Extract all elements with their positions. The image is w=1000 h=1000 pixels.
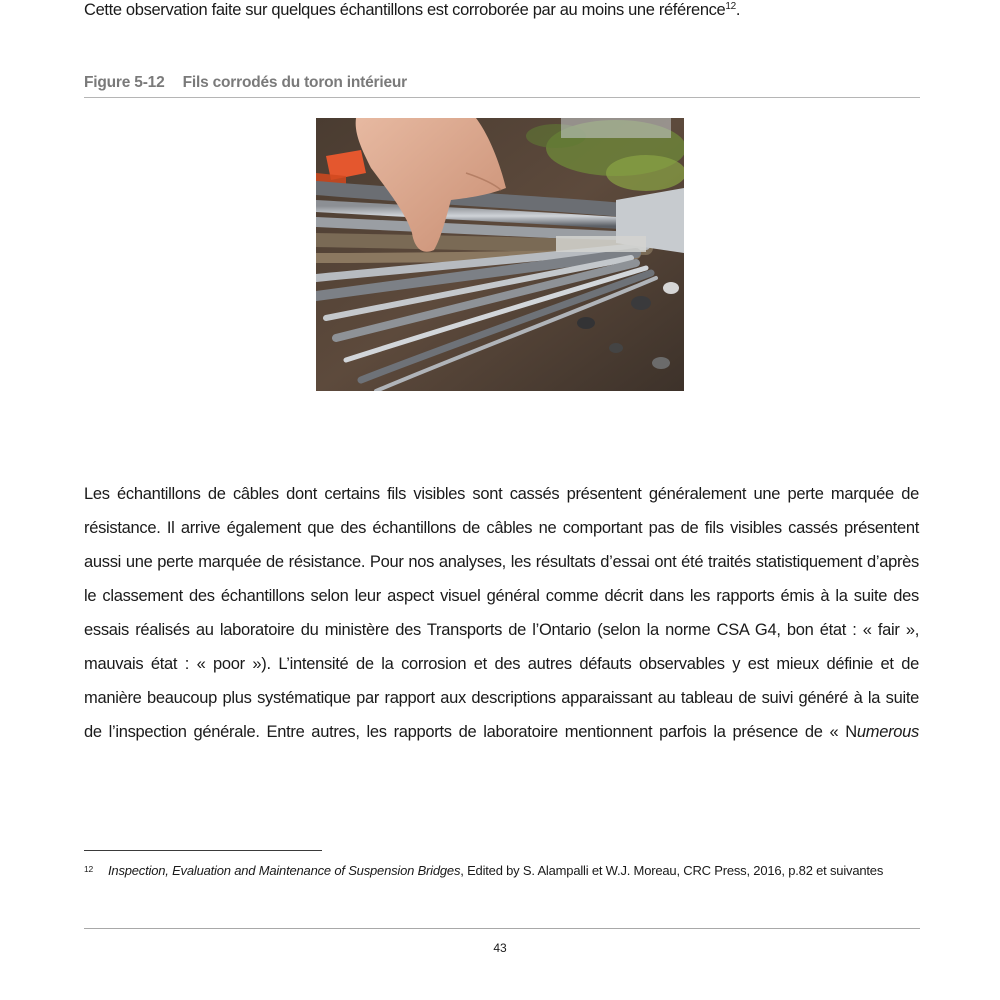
- intro-end-punct: .: [735, 1, 741, 19]
- footnote: [84, 862, 919, 880]
- paragraph-line: essais réalisés au laboratoire du ministère des Transports de l’Ontario (selon la norme CSA G4, bon état : « fair »,: [84, 621, 919, 639]
- footnote-separator: [84, 850, 322, 851]
- paragraph-line: Les échantillons de câbles dont certains fils visibles sont cassés présentent généralement une perte marquée de: [84, 485, 919, 503]
- paragraph-last-line: [84, 715, 919, 749]
- intro-sentence: [84, 0, 740, 22]
- last-line-italic: umerous: [856, 723, 919, 741]
- paragraph-line: manière beaucoup plus systématique par rapport aux descriptions apparaissant au tableau de suivi généré à la suite: [84, 689, 919, 707]
- paragraph-line: le classement des échantillons selon leur aspect visuel général comme décrit dans les rapports émis à la suite des: [84, 587, 919, 605]
- last-line-text: de l’inspection générale. Entre autres, les rapports de laboratoire mentionnent parfois la présence de « N: [84, 723, 857, 741]
- footnote-reference[interactable]: 12: [725, 1, 736, 12]
- page-footer-rule: [84, 928, 920, 929]
- figure-photo: [316, 118, 684, 391]
- paragraph-line: résistance. Il arrive également que des échantillons de câbles ne comportant pas de fils visibles cassés présentent: [84, 519, 919, 537]
- intro-text: Cette observation faite sur quelques échantillons est corroborée par au moins une référence: [84, 1, 726, 19]
- paragraph-line: aussi une perte marquée de résistance. Pour nos analyses, les résultats d’essai ont été traités statistiquement d’après: [84, 553, 919, 571]
- figure-number: Figure 5-12: [84, 74, 165, 91]
- page-number: 43: [493, 941, 507, 955]
- figure-caption: [84, 72, 920, 98]
- figure-title: Fils corrodés du toron intérieur: [182, 74, 408, 91]
- body-paragraph: [84, 477, 919, 749]
- footnote-marker: 12: [84, 864, 94, 874]
- corroded-cable-photo-icon: [316, 118, 684, 391]
- paragraph-line: mauvais état : « poor »). L’intensité de la corrosion et des autres défauts observables y est mieux définie et de: [84, 655, 919, 673]
- footnote-book-title: Inspection, Evaluation and Maintenance of Suspension Bridges: [108, 863, 461, 878]
- footnote-text: [108, 862, 919, 880]
- footnote-citation: , Edited by S. Alampalli et W.J. Moreau, CRC Press, 2016, p.82 et suivantes: [460, 863, 884, 878]
